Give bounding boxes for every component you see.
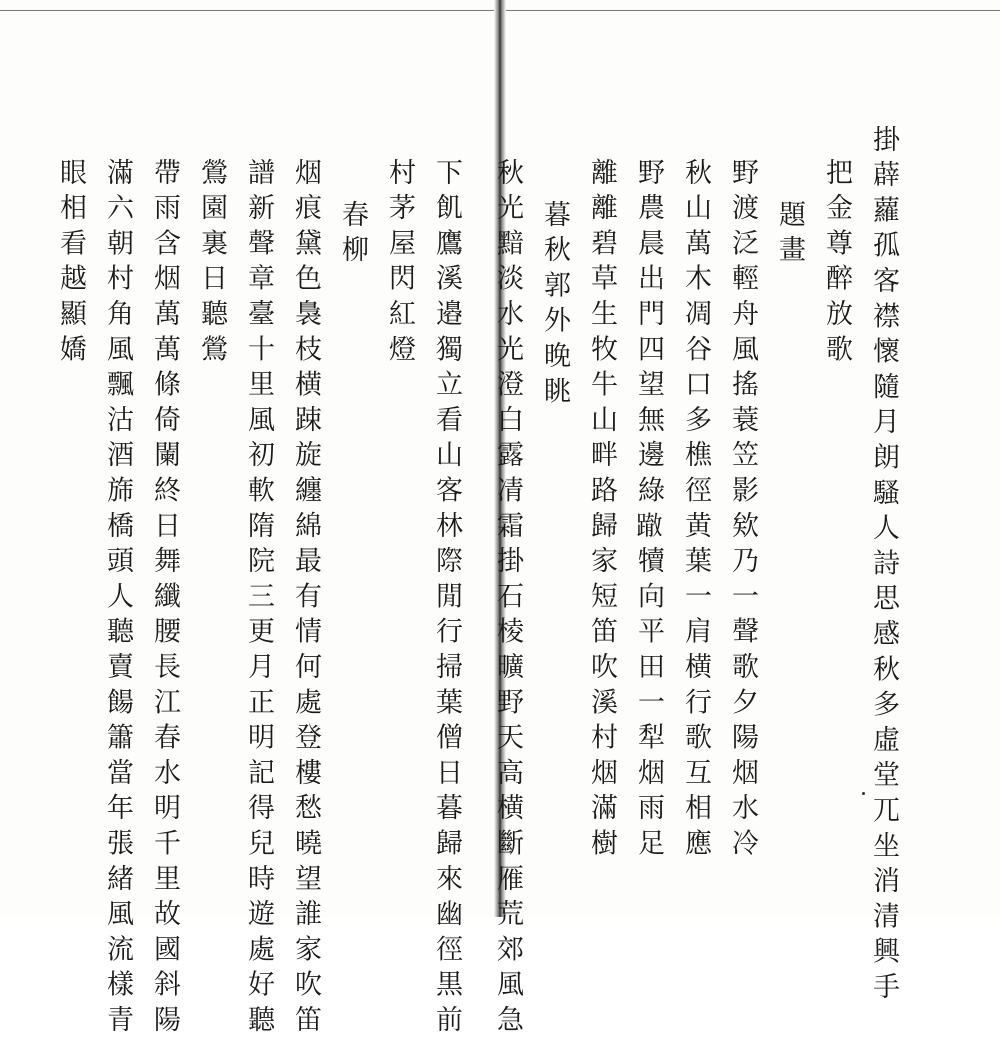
text-column: 譜新聲章臺十里風初軟隋院三更月正明記得兒時遊處好聽 xyxy=(243,158,274,1041)
text-column: 秋光黯淡水光澄白露凊霜掛石棱曠野天高横斷雁荒郊風急 xyxy=(492,158,523,1041)
text-column: 離離碧草生牧牛山畔路歸家短笛吹溪村烟滿樹 xyxy=(586,158,617,864)
text-column: 野渡泛輕舟風搖蓑笠影欸乃一聲歌夕陽烟水冷 xyxy=(727,158,758,864)
text-column: 掛薜蘿孤客襟懷隨月朗騷人詩思感秋多虛堂兀坐消清興手 xyxy=(868,125,899,1008)
text-column: 帶雨含烟萬萬條倚闌終日舞纖腰長江春水明千里故國斜陽 xyxy=(149,158,180,1041)
text-column: 眼相看越顯嬌 xyxy=(55,158,86,370)
text-column: 把金尊醉放歌 xyxy=(821,158,852,370)
text-column: 鶯園裏日聽鶯 xyxy=(196,158,227,370)
ink-speck xyxy=(862,792,865,795)
text-column: 野農晨出門四望無邊綠𨅊犢向平田一犁烟雨足 xyxy=(633,158,664,864)
section-title: 暮秋郭外晚眺 xyxy=(539,200,570,412)
section-title: 春柳 xyxy=(337,200,368,271)
text-column: 滿六朝村角風飄沽酒旆橋頭人聽賣餳簫當年張緒風流樣青 xyxy=(102,158,133,1041)
text-column: 烟痕黛色裊枝横踈旋纏綿最有情何處登樓愁曉望誰家吹笛 xyxy=(290,158,321,1041)
page-top-edge xyxy=(0,0,494,11)
text-column: 村茅屋閃紅燈 xyxy=(384,158,415,370)
section-title: 題畫 xyxy=(774,200,805,271)
text-column: 秋山萬木凋谷口多樵徑黄葉一肩横行歌互相應 xyxy=(680,158,711,864)
page-top-edge xyxy=(506,0,1000,11)
text-column: 下飢鷹溪邉獨立看山客林際閒行掃葉僧日暮歸來幽徑黒前 xyxy=(431,158,462,1041)
